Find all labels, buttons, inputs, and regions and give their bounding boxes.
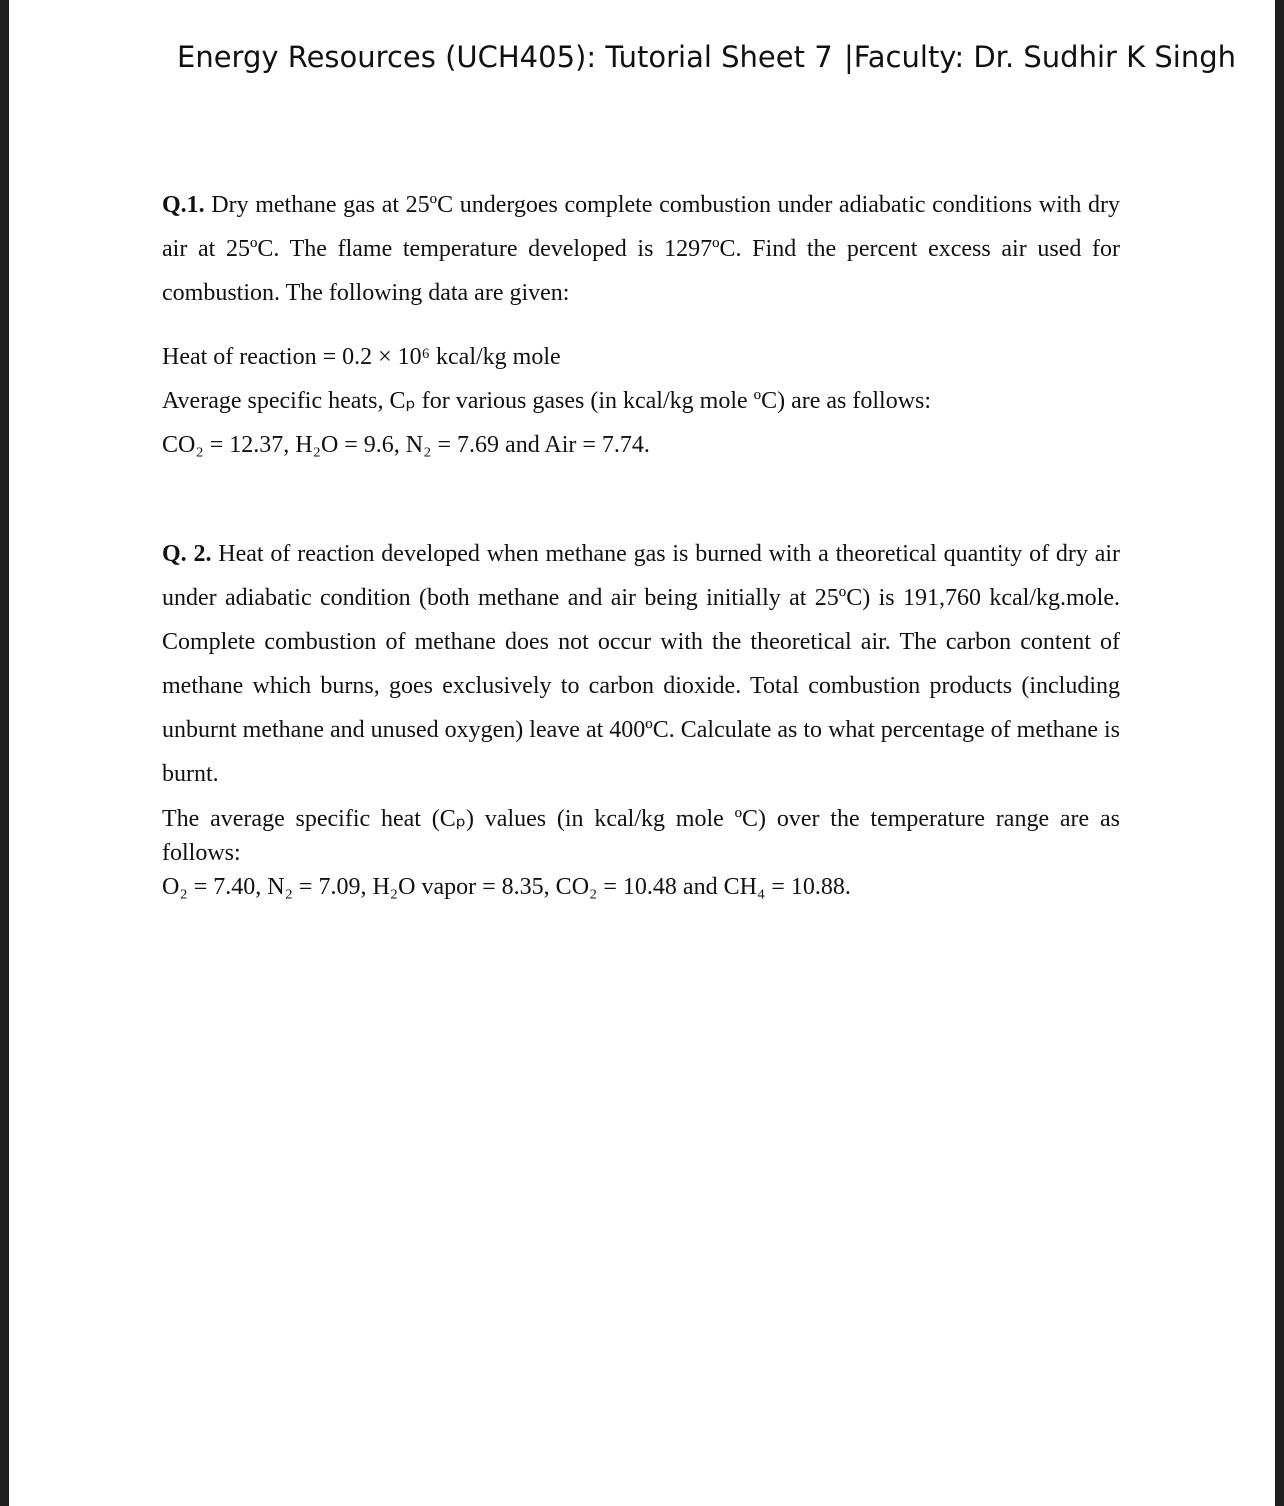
specific-heats-intro: Average specific heats, Cₚ for various gases (in kcal/kg mole ºC) are as follows: [162, 388, 932, 414]
heat-of-reaction: Heat of reaction = 0.2 × 10⁶ kcal/kg mole [162, 344, 561, 370]
question-1-text [162, 183, 1120, 315]
question-2-specific-heats-values: O₂ = 7.40, N₂ = 7.09, H₂O vapor = 8.35, CO₂ = 10.48 and CH₄ = 10.88. [162, 874, 851, 900]
faculty-name: |Faculty: Dr. Sudhir K Singh [844, 40, 1237, 74]
page-header [177, 40, 1237, 86]
left-border [0, 0, 9, 1506]
question-2-text [162, 532, 1120, 796]
question-2-specific-heats-intro: The average specific heat (Cₚ) values (in kcal/kg mole ºC) over the temperature range are as follows: [162, 806, 1120, 866]
right-border [1275, 0, 1284, 1506]
specific-heats-values: CO₂ = 12.37, H₂O = 9.6, N₂ = 7.69 and Air = 7.74. [162, 432, 650, 458]
document-page [9, 0, 1275, 1506]
question-2 [162, 532, 1120, 904]
question-1-label: Q.1. [162, 192, 205, 218]
question-1 [162, 183, 1120, 467]
question-2-statement: Heat of reaction developed when methane gas is burned with a theoretical quantity of dry air under adiabatic condition (both methane and air being initially at 25ºC) is 191,760 kcal/kg.mole. Complete combustion of methane does not occur with the theoretical air. The carbon content of methane which burns, goes exclusively to carbon dioxide. Total combustion products (including unburnt methane and unused oxygen) leave at 400ºC. Calculate as to what percentage of methane is burnt. [162, 541, 1121, 787]
question-2-label: Q. 2. [162, 541, 212, 567]
question-1-statement: Dry methane gas at 25ºC undergoes complete combustion under adiabatic conditions with dry air at 25ºC. The flame temperature developed is 1297ºC. Find the percent excess air used for combustion. The following data are given: [162, 192, 1121, 306]
course-title: Energy Resources (UCH405): Tutorial Sheet 7 [177, 40, 833, 74]
question-1-given-data [162, 335, 1120, 467]
